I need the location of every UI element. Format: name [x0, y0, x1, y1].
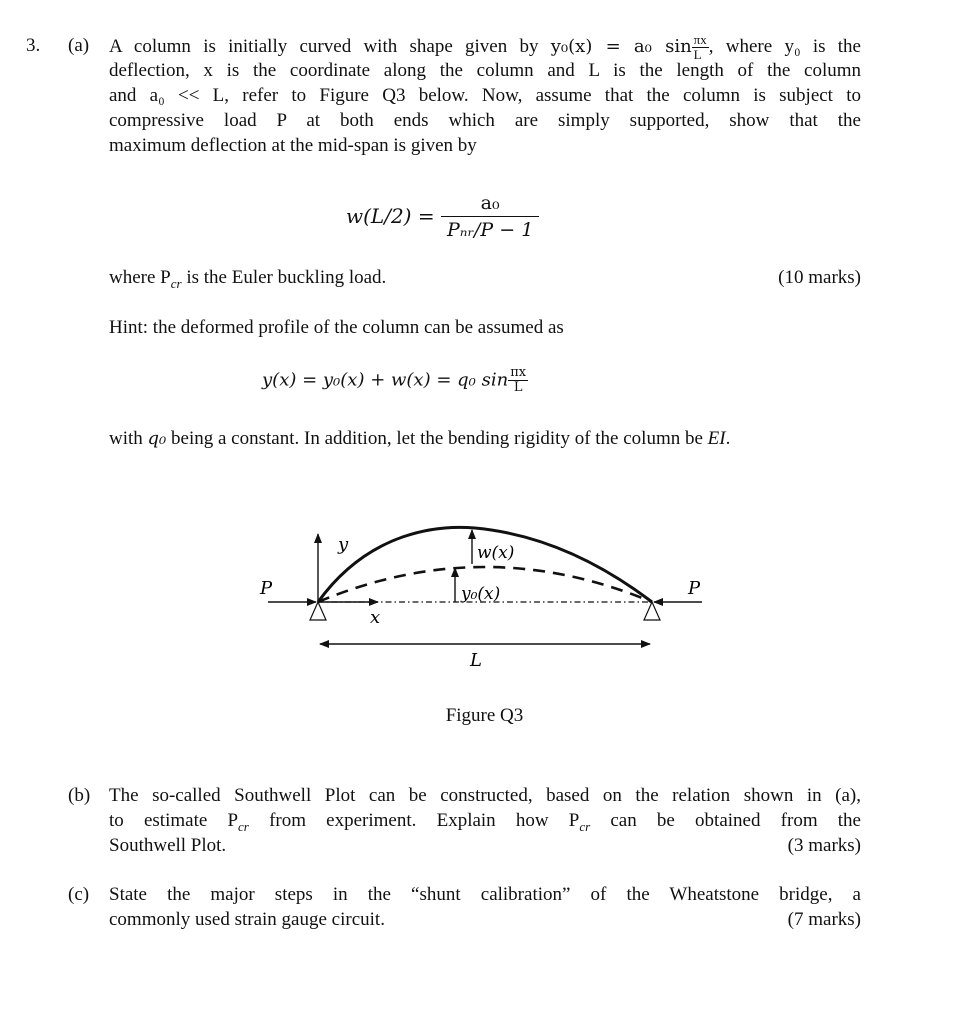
part-a-line-4: compressive load P at both ends which are simply supported, show that the [109, 110, 861, 131]
figure-caption: Figure Q3 [445, 705, 524, 726]
deflection-fraction: $\frac{\text{a₀}}{\text{Pₙᵣ/P − 1}}$ [441, 190, 539, 243]
part-b-line-1: The so-called Southwell Plot can be constructed, based on the relation shown in (a), [109, 785, 861, 806]
column-figure [250, 520, 720, 680]
part-a-label: (a) [68, 35, 90, 56]
where-line: where $P_{cr}$ is the Euler buckling load. [109, 267, 387, 291]
part-c-text [109, 882, 861, 932]
part-a-line-3: and a₀ << L, refer to Figure Q3 below. Now, assume that the column is subject to [109, 85, 861, 106]
load-left-label: P [260, 578, 273, 599]
part-c-line-1: State the major steps in the “shunt calibration” of the Wheatstone bridge, a [109, 884, 861, 905]
part-a-marks: (10 marks) [778, 267, 861, 288]
part-a-intro [109, 33, 861, 158]
load-right-label: P [688, 578, 701, 599]
left-support [310, 602, 326, 620]
sin-fraction: $\frac{\pi x}{L}$ [693, 32, 707, 62]
y0-label: y₀(x) [461, 584, 501, 604]
hint-equation: y(x) = y₀(x) + w(x) = q₀ sin $\frac{\pi x}{L}$ [262, 365, 527, 395]
part-a-line-1: A column is initially curved with shape given by y₀(x) = a₀ sin $\frac{\pi x}{L}$ , where y₀ is the [109, 32, 861, 62]
with-line: with q₀ being a constant. In addition, let the bending rigidity of the column be EI. [109, 428, 731, 449]
question-number: 3. [26, 35, 41, 56]
part-c-line-2: commonly used strain gauge circuit. [109, 909, 385, 930]
part-a-line-2: deflection, x is the coordinate along the column and L is the length of the column [109, 60, 861, 81]
length-label: L [470, 650, 482, 671]
part-c-marks: (7 marks) [787, 909, 861, 930]
part-b-label: (b) [68, 785, 91, 806]
part-b-marks: (3 marks) [787, 835, 861, 856]
w-label: w(x) [477, 543, 515, 563]
right-support [644, 602, 660, 620]
y-label: y [338, 534, 349, 555]
part-b-text [109, 783, 861, 858]
part-b-line-3: Southwell Plot. [109, 835, 227, 856]
hint-text: Hint: the deformed profile of the column can be assumed as [109, 317, 564, 338]
x-label: x [370, 607, 381, 628]
deflection-equation: w(L/2) = $\frac{\text{a₀}}{\text{Pₙᵣ/P − 1}}$ [346, 190, 539, 243]
hint-sin-fraction: $\frac{\pi x}{L}$ [510, 365, 527, 395]
part-a-line-5: maximum deflection at the mid-span is given by [109, 135, 477, 156]
part-c-label: (c) [68, 884, 90, 905]
part-b-line-2: to estimate $P_{cr}$ from experiment. Explain how $P_{cr}$ can be obtained from the [109, 810, 861, 834]
